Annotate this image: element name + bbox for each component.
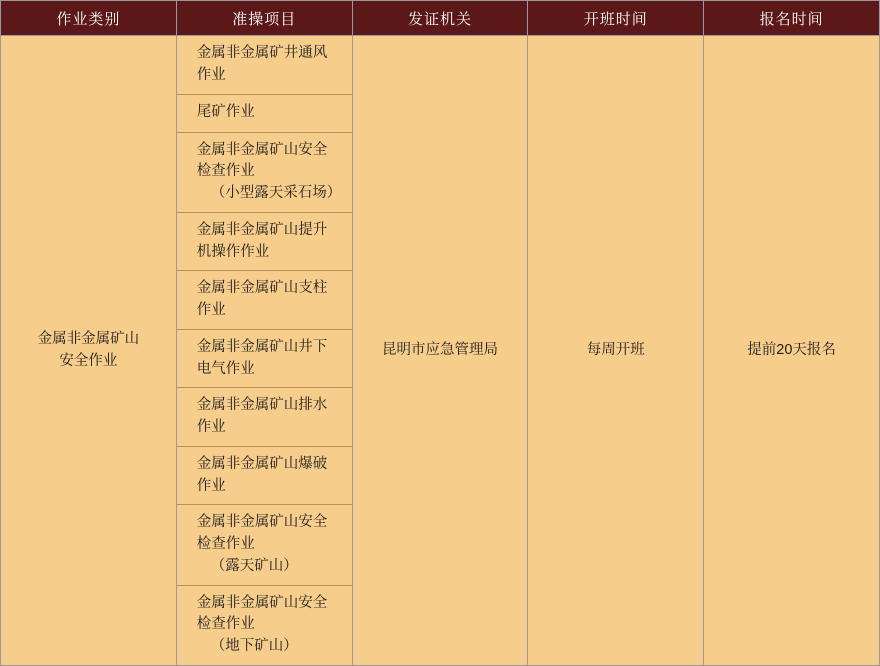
list-item (177, 271, 352, 330)
list-item (177, 586, 352, 665)
category-line-2: 安全作业 (59, 353, 118, 370)
list-item (177, 133, 352, 213)
column-header-start-time: 开班时间 (528, 1, 704, 36)
list-item (177, 388, 352, 447)
permitted-items-list (177, 36, 352, 665)
cell-authority: 昆明市应急管理局 (352, 36, 528, 666)
table-row (1, 36, 880, 666)
column-header-items: 准操项目 (176, 1, 352, 36)
column-header-signup-time: 报名时间 (704, 1, 880, 36)
list-item (177, 330, 352, 389)
item-line-2: （地下矿山） (210, 638, 298, 654)
table-header (1, 1, 880, 36)
item-line-1: 金属非金属矿山安全检查作业 (196, 514, 328, 552)
table-header-row (1, 1, 880, 36)
list-item (177, 505, 352, 585)
list-item (177, 447, 352, 506)
item-line-1: 金属非金属矿山排水作业 (196, 397, 328, 435)
cell-category (1, 36, 177, 666)
cell-items (176, 36, 352, 666)
list-item (177, 213, 352, 272)
cell-start-time: 每周开班 (528, 36, 704, 666)
list-item (177, 95, 352, 133)
column-header-authority: 发证机关 (352, 1, 528, 36)
item-line-1: 金属非金属矿山爆破作业 (196, 455, 328, 494)
cell-signup-time: 提前20天报名 (704, 36, 880, 666)
item-line-1: 尾矿作业 (196, 104, 255, 121)
item-line-1: 金属非金属矿山提升机操作作业 (196, 221, 328, 260)
item-line-1: 金属非金属矿山井下电气作业 (196, 338, 328, 377)
item-line-1: 金属非金属矿山安全检查作业 (196, 141, 328, 180)
category-line-1: 金属非金属矿山 (37, 330, 140, 347)
column-header-category: 作业类别 (1, 1, 177, 36)
item-line-1: 金属非金属矿山支柱作业 (196, 280, 328, 318)
item-line-2: （露天矿山） (210, 557, 298, 574)
item-line-1: 金属非金属矿井通风作业 (196, 45, 328, 83)
item-line-1: 金属非金属矿山安全检查作业 (196, 594, 328, 633)
item-line-2: （小型露天采石场） (210, 185, 342, 201)
table-body (1, 36, 880, 666)
list-item (177, 36, 352, 95)
